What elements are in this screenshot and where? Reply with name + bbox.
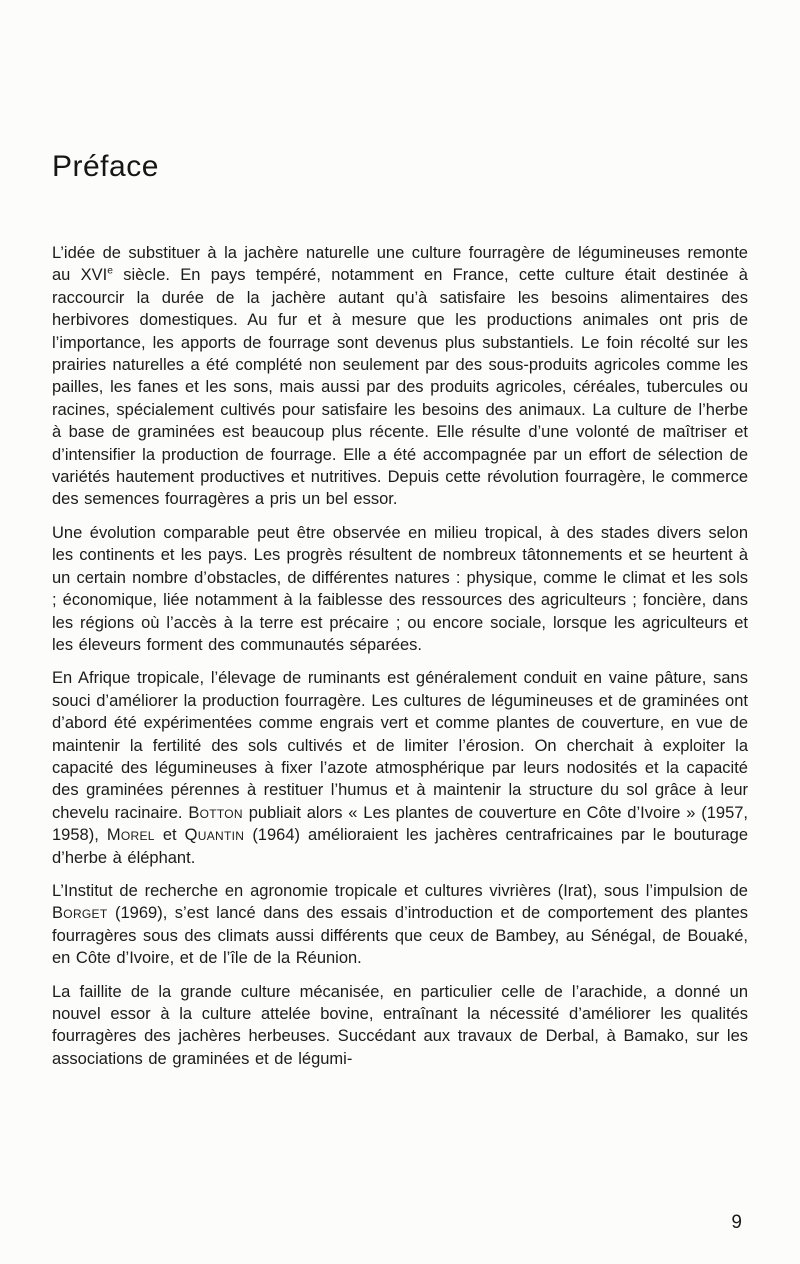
paragraph (52, 242, 748, 511)
paragraph (52, 981, 748, 1071)
body-text: La faillite de la grande culture mécanisée, en particulier celle de l’arachide, a donné un nouvel essor à la culture attelée bovine, entraînant la nécessité d’améliorer les qualités fourragères des jachères herbeuses. Succédant aux travaux de Derbal, à Bamako, sur les associations de graminées et de légumi- (52, 982, 748, 1068)
body-text: L’Institut de recherche en agronomie tropicale et cultures vivrières (Irat), sous l’impulsion de (52, 881, 748, 900)
body-text: Une évolution comparable peut être observée en milieu tropical, à des stades divers selon les continents et les pays. Les progrès résultent de nombreux tâtonnements et se heurtent à un certain nombre d’obstacles, de différentes natures : physique, comme le climat et les sols ; économique, liée notamment à la faiblesse des ressources des agriculteurs ; foncière, dans les régions où l’accès à la terre est précaire ; ou encore sociale, lorsque les agriculteurs et les éleveurs forment des communautés séparées. (52, 523, 748, 654)
author-name: Quantin (184, 826, 245, 845)
paragraph (52, 880, 748, 970)
body-text: (1969), s’est lancé dans des essais d’introduction et de comportement des plantes fourragères sous des climats aussi différents que ceux de Bambey, au Sénégal, de Bouaké, en Côte d’Ivoire, et de l’île de la Réunion. (52, 904, 748, 968)
page-content (52, 150, 748, 1070)
paragraph (52, 667, 748, 869)
body-text: L’idée de substituer à la jachère naturelle une culture fourragère de légumineuses remonte au XVI (52, 244, 748, 285)
body-text: et (154, 826, 185, 845)
body-text: publiait alors « Les plantes de couverture en Côte d’Ivoire » (1957, 1958), (52, 803, 749, 845)
page-number: 9 (731, 1212, 742, 1233)
body-text: siècle. En pays tempéré, notamment en France, cette culture était destinée à raccourcir la durée de la jachère autant qu’à satisfaire les besoins alimentaires des herbivores domestiques. Au fur et à mesure que les productions animales ont pris de l’importance, les apports de fourrage sont devenus plus substantiels. Le foin récolté sur les prairies naturelles a été complété non seulement par des sous-produits agricoles comme les pailles, les fanes et les sons, mais aussi par des produits agricoles, céréales, tubercules ou racines, spécialement cultivés pour satisfaire les besoins des animaux. La culture de l’herbe à base de graminées est beaucoup plus récente. Elle résulte d’une volonté de maîtriser et d’intensifier la production de fourrage. Elle a été accompagnée par un effort de sélection de variétés hautement productives et nutritives. Depuis cette révolution fourragère, le commerce des semences fourragères a pris un bel essor. (52, 266, 748, 509)
author-name: Botton (188, 803, 243, 822)
superscript-text: e (107, 265, 113, 277)
author-name: Morel (106, 826, 155, 845)
page-title: Préface (52, 150, 159, 183)
body-text: En Afrique tropicale, l’élevage de ruminants est généralement conduit en vaine pâture, sans souci d’améliorer la production fourragère. Les cultures de légumineuses et de graminées ont d’abord été expérimentées comme engrais vert et comme plantes de couverture, en vue de maintenir la fertilité des sols cultivés et de limiter l’érosion. On cherchait à exploiter la capacité des légumineuses à fixer l’azote atmosphérique par leurs nodosités et la capacité des graminées pérennes à restituer l’humus et à maintenir la structure du sol grâce à leur chevelu racinaire. (52, 669, 748, 822)
paragraph (52, 522, 748, 656)
preface-paragraphs (52, 242, 748, 1070)
body-text: (1964) amélioraient les jachères centrafricaines par le bouturage d’herbe à éléphant. (52, 826, 749, 867)
author-name: Borget (52, 904, 108, 923)
